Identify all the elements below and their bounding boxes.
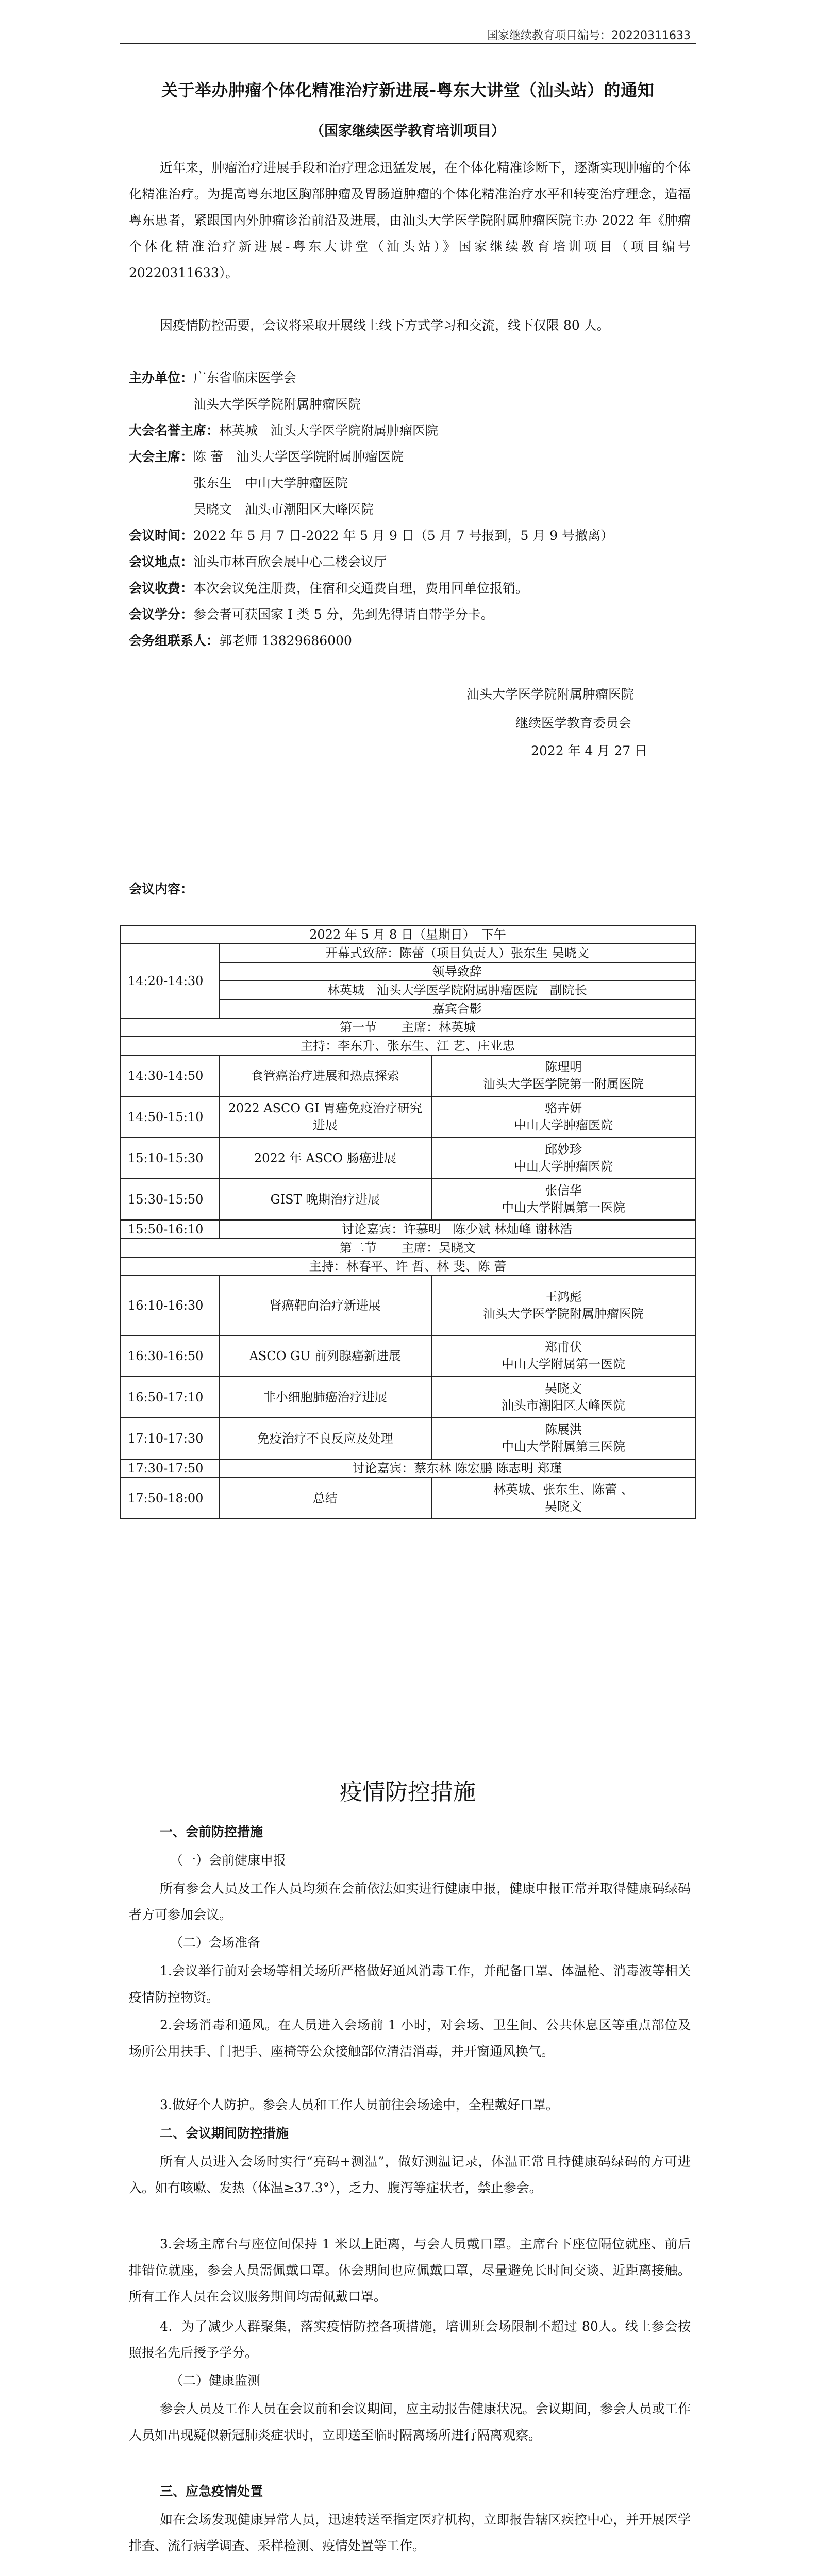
info-row: 会议学分：参会者可获国家 I 类 5 分，先到先得请自带学分卡。 bbox=[129, 607, 494, 622]
schedule-row: 16:50-17:10 非小细胞肺癌治疗进展 吴晓文 汕头市潮阳区大峰医院 bbox=[120, 1377, 695, 1418]
covid-subsection: （二）会场准备 bbox=[170, 1935, 261, 1950]
covid-notice-paragraph: 因疫情防控需要，会议将采取开展线上线下方式学习和交流，线下仅限 80 人。 bbox=[160, 318, 610, 333]
covid-paragraph: 如在会场发现健康异常人员，迅速转送至指定医疗机构，立即报告辖区疾控中心，并开展医学排查、流行病学调查、采样检测、疫情处置等工作。 bbox=[129, 2512, 691, 2553]
schedule-row: 14:50-15:10 2022 ASCO GI 胃癌免疫治疗研究进展 骆卉妍 中山大学肿瘤医院 bbox=[120, 1096, 695, 1138]
info-row: 会议地点：汕头市林百欣会展中心二楼会议厅 bbox=[129, 554, 387, 569]
opening-line: 开幕式致辞：陈蕾（项目负责人）张东生 吴晓文 bbox=[219, 944, 695, 962]
info-row: 张东生 中山大学肿瘤医院 bbox=[193, 476, 348, 490]
notice-title: 关于举办肿瘤个体化精准治疗新进展-粤东大讲堂（汕头站）的通知 bbox=[161, 80, 655, 100]
signature-org1: 汕头大学医学院附属肿瘤医院 bbox=[466, 687, 635, 702]
project-code: 国家继续教育项目编号：20220311633 bbox=[487, 29, 691, 42]
schedule-row: 15:30-15:50 GIST 晚期治疗进展 张信华 中山大学附属第一医院 bbox=[120, 1179, 695, 1220]
covid-paragraph: 所有参会人员及工作人员均须在会前依法如实进行健康申报，健康申报正常并取得健康码绿码者方可参加会议。 bbox=[129, 1881, 691, 1922]
info-row: 会议时间：2022 年 5 月 7 日-2022 年 5 月 9 日（5 月 7 号报到，5 月 9 号撤离） bbox=[129, 528, 614, 543]
covid-paragraph: 4．为了减少人群聚集，落实疫情防控各项措施，培训班会场限制不超过 80人。线上参会按照报名先后授予学分。 bbox=[129, 2319, 691, 2360]
opening-line: 林英城 汕头大学医学院附属肿瘤医院 副院长 bbox=[219, 981, 695, 999]
meeting-info bbox=[129, 365, 691, 654]
notice-subtitle: （国家继续医学教育培训项目） bbox=[310, 123, 505, 139]
info-row: 会议收费：本次会议免注册费，住宿和交通费自理，费用回单位报销。 bbox=[129, 581, 529, 596]
opening-time: 14:20-14:30 bbox=[120, 944, 219, 1018]
schedule-row: 16:10-16:30 肾癌靶向治疗新进展 王鸿彪 汕头大学医学院附属肿瘤医院 bbox=[120, 1276, 695, 1335]
schedule-row: 15:50-16:10 讨论嘉宾：许慕明 陈少斌 林灿峰 谢林浩 bbox=[120, 1220, 695, 1239]
info-row: 大会主席：陈 蕾 汕头大学医学院附属肿瘤医院 bbox=[129, 449, 404, 464]
schedule-row: 16:30-16:50 ASCO GU 前列腺癌新进展 郑甫伏 中山大学附属第一医院 bbox=[120, 1335, 695, 1377]
signature-date: 2022 年 4 月 27 日 bbox=[531, 743, 648, 758]
header-divider bbox=[120, 43, 696, 44]
signature-org2: 继续医学教育委员会 bbox=[515, 716, 632, 731]
section2-title: 第二节 主席：吴晓文 bbox=[120, 1239, 695, 1257]
info-row: 大会名誉主席：林英城 汕头大学医学院附属肿瘤医院 bbox=[129, 423, 439, 438]
schedule-label: 会议内容： bbox=[129, 882, 194, 896]
covid-paragraph: 所有人员进入会场时实行“亮码+测温”，做好测温记录，体温正常且持健康码绿码的方可进入。如有咳嗽、发热（体温≥37.3°），乏力、腹泻等症状者，禁止参会。 bbox=[129, 2154, 691, 2195]
opening-line: 领导致辞 bbox=[219, 962, 695, 981]
covid-section-2: 二、会议期间防控措施 bbox=[160, 2126, 289, 2141]
schedule-table bbox=[120, 925, 696, 1519]
covid-title: 疫情防控措施 bbox=[340, 1779, 476, 1805]
info-row: 会务组联系人：郭老师 13829686000 bbox=[129, 633, 352, 648]
covid-subsection: （一）会前健康申报 bbox=[170, 1853, 287, 1868]
covid-paragraph: 3.会场主席台与座位间保持 1 米以上距离，与会人员戴口罩。主席台下座位隔位就座、前后排错位就座，参会人员需佩戴口罩。休会期间也应佩戴口罩，尽量避免长时间交谈、近距离接触。所有工作人员在会议服务期间均需佩戴口罩。 bbox=[129, 2236, 691, 2304]
covid-paragraph: 2.会场消毒和通风。在人员进入会场前 1 小时，对会场、卫生间、公共休息区等重点部位及场所公用扶手、门把手、座椅等公众接触部位清洁消毒，并开窗通风换气。 bbox=[129, 2018, 691, 2059]
schedule-date-header: 2022 年 5 月 8 日（星期日） 下午 bbox=[120, 925, 695, 944]
info-row: 吴晓文 汕头市潮阳区大峰医院 bbox=[193, 502, 374, 517]
section2-hosts: 主持：林春平、许 哲、林 斐、陈 蕾 bbox=[120, 1257, 695, 1276]
covid-paragraph: 3.做好个人防护。参会人员和工作人员前往会场途中，全程戴好口罩。 bbox=[160, 2097, 559, 2112]
section1-hosts: 主持：李东升、张东生、江 艺、庄业忠 bbox=[120, 1037, 695, 1055]
covid-section-3: 三、应急疫情处置 bbox=[160, 2484, 263, 2499]
covid-subsection: （二）健康监测 bbox=[170, 2373, 261, 2388]
intro-paragraph: 近年来，肿瘤治疗进展手段和治疗理念迅猛发展，在个体化精准诊断下，逐渐实现肿瘤的个体化精准治疗。为提高粤东地区胸部肿瘤及胃肠道肿瘤的个体化精准治疗水平和转变治疗理念，造福粤东患者，紧跟国内外肿瘤诊治前沿及进展，由汕头大学医学院附属肿瘤医院主办 2022 年《肿瘤个体化精准治疗新进展-粤东大讲堂（汕头站）》国家继续教育培训项目（项目编号 20220311633）。 bbox=[129, 160, 691, 280]
info-row: 主办单位：广东省临床医学会 bbox=[129, 370, 297, 385]
opening-line: 嘉宾合影 bbox=[219, 999, 695, 1018]
schedule-row: 17:10-17:30 免疫治疗不良反应及处理 陈展洪 中山大学附属第三医院 bbox=[120, 1418, 695, 1459]
section1-title: 第一节 主席：林英城 bbox=[120, 1018, 695, 1037]
schedule-row: 15:10-15:30 2022 年 ASCO 肠癌进展 邱妙珍 中山大学肿瘤医院 bbox=[120, 1138, 695, 1179]
covid-paragraph: 参会人员及工作人员在会议前和会议期间，应主动报告健康状况。会议期间，参会人员或工作人员如出现疑似新冠肺炎症状时，立即送至临时隔离场所进行隔离观察。 bbox=[129, 2401, 691, 2443]
covid-section-1: 一、会前防控措施 bbox=[160, 1824, 263, 1839]
schedule-row: 17:30-17:50 讨论嘉宾：蔡东林 陈宏鹏 陈志明 郑瑾 bbox=[120, 1459, 695, 1478]
schedule-row: 14:30-14:50 食管癌治疗进展和热点探索 陈理明 汕头大学医学院第一附属医院 bbox=[120, 1055, 695, 1096]
schedule-row: 17:50-18:00 总结 林英城、张东生、陈蕾 、 吴晓文 bbox=[120, 1478, 695, 1519]
info-row: 汕头大学医学院附属肿瘤医院 bbox=[193, 397, 361, 412]
covid-paragraph: 1.会议举行前对会场等相关场所严格做好通风消毒工作，并配备口罩、体温枪、消毒液等相关疫情防控物资。 bbox=[129, 1963, 691, 2005]
